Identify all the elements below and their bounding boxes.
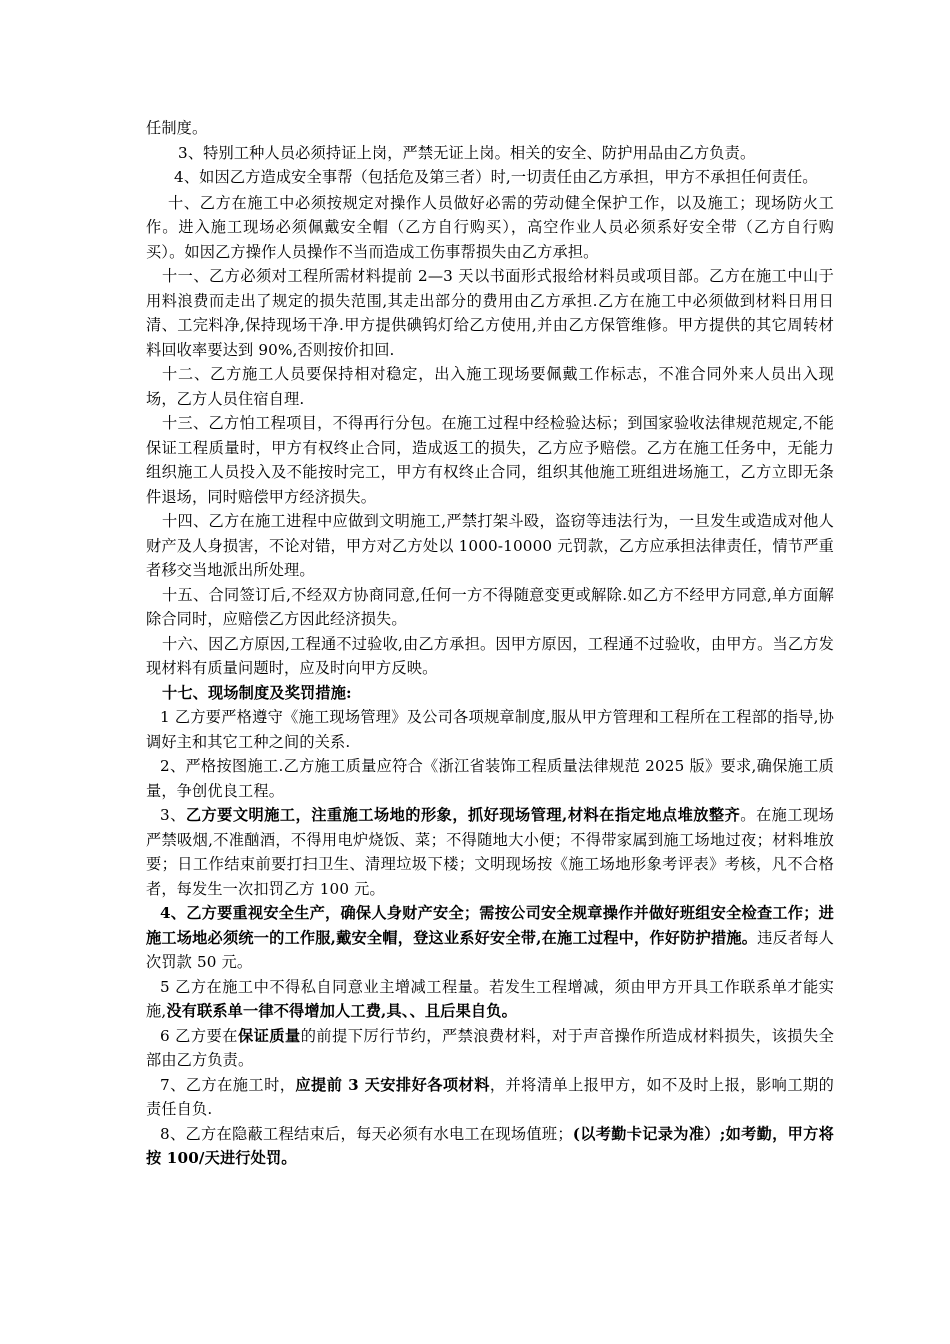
document-body <box>146 116 834 1171</box>
paragraph-text: 十四、乙方在施工进程中应做到文明施工,严禁打架斗殴，盗窃等违法行为，一旦发生或造成对他人财产及人身损害，不论对错，甲方对乙方处以 1000-10000 元罚款，乙方应承担法律责任，情节严重者移交当地派出所处理。 <box>146 512 834 579</box>
paragraph-rule-6 <box>146 1024 834 1073</box>
paragraph-rule-5 <box>146 975 834 1024</box>
paragraph-clause-11 <box>146 264 834 362</box>
paragraph-text: 任制度。 <box>146 119 208 137</box>
paragraph-continuation <box>146 116 834 141</box>
paragraph-text: 十五、合同签订后,不经双方协商同意,任何一方不得随意变更或解除.如乙方不经甲方同意,单方面解除合同时，应赔偿乙方因此经济损失。 <box>146 585 834 628</box>
paragraph-clause-10 <box>146 191 834 265</box>
paragraph-text: ，并将清单上报甲方，如不及时上报，影响工期的责任自负. <box>146 1075 834 1118</box>
paragraph-item-3 <box>146 141 834 166</box>
paragraph-rule-1 <box>146 705 834 754</box>
paragraph-text: 。在施工现场严禁吸烟,不准酗酒，不得用电炉烧饭、菜；不得随地大小便；不得带家属到施工场地过夜；材料堆放要；日工作结束前要打扫卫生、清理垃圾下楼；文明现场按《施工场地形象考评表》考核，凡不合格者，每发生一次扣罚乙方 100 元。 <box>146 806 834 898</box>
paragraph-clause-16 <box>146 632 834 681</box>
paragraph-text: 十三、乙方怕工程项目，不得再行分包。在施工过程中经检验达标；到国家验收法律规范规定,不能保证工程质量时，甲方有权终止合同，造成返工的损失，乙方应予赔偿。乙方在施工任务中，无能力组织施工人员投入及不能按时完工，甲方有权终止合同，组织其他施工班组进场施工，乙方立即无条件退场，同时赔偿甲方经济损失。 <box>146 414 834 506</box>
emphasis-text: 乙方要文明施工，注重施工场地的形象，抓好现场管理,材料在指定地点堆放整齐 <box>185 806 741 824</box>
paragraph-text: 4、如因乙方造成安全事帮（包括危及第三者）时,一切责任由乙方承担，甲方不承担任何责任。 <box>174 168 818 186</box>
paragraph-text: 十、乙方在施工中必须按规定对操作人员做好必需的劳动健全保护工作，以及施工；现场防火工作。进入施工现场必须佩戴安全帽（乙方自行购买），高空作业人员必须系好安全带（乙方自行购买）。如因乙方操作人员操作不当而造成工伤事帮损失由乙方承担。 <box>146 193 834 261</box>
emphasis-text: (以考勤卡记录为准）;如考勤，甲方将按 100/天进行处罚。 <box>146 1124 834 1167</box>
paragraph-text: 7、乙方在施工时， <box>160 1075 296 1094</box>
paragraph-text: 1 乙方要严格遵守《施工现场管理》及公司各项规章制度,服从甲方管理和工程所在工程部的指导,协调好主和其它工种之间的关系. <box>146 708 834 751</box>
heading-text: 十七、现场制度及奖罚措施: <box>162 683 352 702</box>
paragraph-text: 十二、乙方施工人员要保持相对稳定，出入施工现场要佩戴工作标志，不准合同外来人员出入现场，乙方人员住宿自理. <box>146 365 834 408</box>
paragraph-text: 的前提下厉行节约，严禁浪费材料，对于声音操作所造成材料损失，该损失全部由乙方负责。 <box>146 1026 834 1069</box>
paragraph-item-4 <box>146 165 834 190</box>
paragraph-text: 违反者每人次罚款 50 元。 <box>146 928 834 971</box>
emphasis-text: 应提前 3 天安排好各项材料 <box>295 1075 490 1094</box>
paragraph-clause-14 <box>146 509 834 583</box>
paragraph-clause-15 <box>146 583 834 632</box>
paragraph-text: 3、特别工种人员必须持证上岗，严禁无证上岗。相关的安全、防护用品由乙方负责。 <box>178 143 756 162</box>
emphasis-text: 没有联系单一律不得增加人工费,具、、且后果自负。 <box>166 1002 517 1020</box>
paragraph-rule-7 <box>146 1073 834 1122</box>
paragraph-rule-2 <box>146 754 834 803</box>
paragraph-clause-13 <box>146 411 834 509</box>
section-heading-17 <box>146 681 834 706</box>
paragraph-rule-4 <box>146 901 834 975</box>
paragraph-clause-12 <box>146 362 834 411</box>
emphasis-text: 保证质量 <box>237 1026 301 1045</box>
paragraph-rule-8 <box>146 1122 834 1171</box>
paragraph-text: 2、严格按图施工.乙方施工质量应符合《浙江省装饰工程质量法律规范 2025 版》要求,确保施工质量，争创优良工程。 <box>146 757 834 800</box>
paragraph-rule-3 <box>146 803 834 901</box>
paragraph-text: 8、乙方在隐蔽工程结束后，每天必须有水电工在现场值班； <box>160 1124 573 1143</box>
paragraph-text: 5 乙方在施工中不得私自同意业主增减工程量。若发生工程增减，须由甲方开具工作联系单才能实施, <box>146 977 834 1020</box>
emphasis-text: 4、乙方要重视安全生产，确保人身财产安全；需按公司安全规章操作并做好班组安全检查工作；进施工场地必须统一的工作服,戴安全帽，登这业系好安全带,在施工过程中，作好防护措施。 <box>146 904 834 947</box>
paragraph-text: 3、 <box>160 806 186 824</box>
paragraph-text: 十一、乙方必须对工程所需材料提前 2—3 天以书面形式报给材料员或项目部。乙方在施工中山于用料浪费而走出了规定的损失范围,其走出部分的费用由乙方承担.乙方在施工中必须做到材料日用日清、工完料净,保持现场干净.甲方提供碘钨灯给乙方使用,并由乙方保管维修。甲方提供的其它周转材料回收率要达到 90%,否则按价扣回. <box>146 267 834 359</box>
paragraph-text: 6 乙方要在 <box>160 1026 238 1045</box>
paragraph-text: 十六、因乙方原因,工程通不过验收,由乙方承担。因甲方原因，工程通不过验收，由甲方。当乙方发现材料有质量问题时，应及时向甲方反映。 <box>146 634 834 677</box>
